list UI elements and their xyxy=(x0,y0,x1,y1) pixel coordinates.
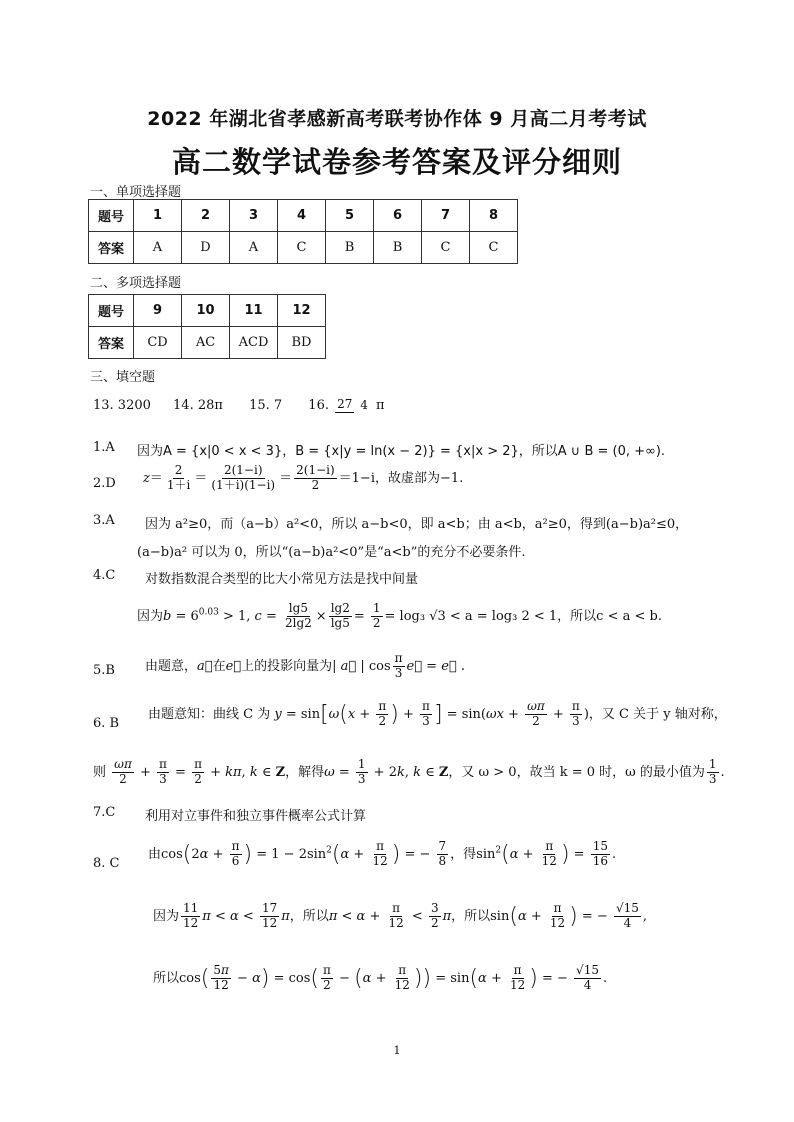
table-row xyxy=(89,327,326,359)
question-number: 4 xyxy=(278,200,326,232)
solution-5-text-c: 上的投影向量为 xyxy=(241,658,333,674)
solution-6-text-a: 由题意知：曲线 C 为 xyxy=(148,706,271,722)
answer-cell: B xyxy=(326,232,374,264)
solution-8-line1-a: 由 xyxy=(148,846,162,862)
solution-6-label: 6. B xyxy=(93,716,120,731)
question-number: 10 xyxy=(182,295,230,327)
answer-15: 15. 7 xyxy=(249,398,283,413)
question-number: 11 xyxy=(230,295,278,327)
section-heading-fill-blank: 三、填空题 xyxy=(90,370,156,385)
fraction-denominator: 4 xyxy=(360,397,368,412)
solution-6-line2-c: ，又 ω > 0，故当 k = 0 时，ω 的最小值为 xyxy=(448,764,705,780)
solution-6-text-b: ，又 C 关于 y 轴对称， xyxy=(588,706,727,722)
answer-16-suffix: π xyxy=(376,398,385,413)
table-row xyxy=(89,295,326,327)
solution-2-tail: ＝1−i，故虚部为−1. xyxy=(338,470,464,486)
answer-cell: BD xyxy=(278,327,326,359)
question-number: 3 xyxy=(230,200,278,232)
solution-4-label: 4.C xyxy=(93,568,116,583)
solution-3-label: 3.A xyxy=(93,513,115,528)
page-number: 1 xyxy=(393,1044,401,1057)
solution-6-line-2: 则 $\frac{\omega\pi}{2}$ + $\frac{\pi}{3}$ = $\frac{\pi}{2}$ + kπ, k ∈ Z，解得ω = $\frac{1}{3}$ + 2k, k ∈ Z，又 ω > 0，故当 k = 0 时，ω 的最小值为 $\frac{1}{3}$ . xyxy=(93,757,725,786)
answer-16-fraction xyxy=(335,398,370,413)
section-heading-single-choice: 一、单项选择题 xyxy=(90,185,182,200)
question-number: 6 xyxy=(374,200,422,232)
multi-choice-answer-table xyxy=(88,294,326,359)
single-choice-answer-table xyxy=(88,199,518,264)
solution-8-line-3: 所以cos( $\frac{5\pi}{12}$ − α) = cos( $\frac{\pi}{2}$ − (α + $\frac{\pi}{12}$ )) = sin(α + $\frac{\pi}{12}$ ) = − $\frac{√15}{4}$ . xyxy=(153,963,608,992)
solution-5-formula: 由题意，a⃗在e⃗上的投影向量为| a⃗ | cos $\frac{\pi}{3}$ e⃗ = e⃗ . xyxy=(145,651,465,680)
solution-3-line-2: (a−b)a² 可以为 0，所以“(a−b)a²<0”是“a<b”的充分不必要条件. xyxy=(137,545,526,560)
question-number: 2 xyxy=(182,200,230,232)
table-row xyxy=(89,232,518,264)
solution-4-formula: 因为$b = 6^{0.03} > 1$, c = $\frac{\lg 5}{2\lg 2}$ × $\frac{\lg 2}{\lg 5}$ = $\frac{1}{2}$ = log₃ √3 < a = log₃ 2 < 1，所以c < a < b. xyxy=(137,601,662,630)
solution-7-text: 利用对立事件和独立事件概率公式计算 xyxy=(145,809,367,824)
solution-3-line-1: 因为 a²≥0，而（a−b）a²<0，所以 a−b<0，即 a<b；由 a<b，a²≥0，得到(a−b)a²≤0， xyxy=(145,517,689,532)
solution-4-tail: = log₃ √3 < a = log₃ 2 < 1，所以c < a < b. xyxy=(384,608,662,624)
answer-14: 14. 28π xyxy=(173,398,223,413)
answer-13: 13. 3200 xyxy=(93,398,151,413)
solution-8-line2-a: 因为 xyxy=(153,908,180,924)
question-number: 12 xyxy=(278,295,326,327)
solution-8-line3-a: 所以 xyxy=(153,970,180,986)
solution-5-label: 5.B xyxy=(93,663,115,678)
answer-cell: CD xyxy=(134,327,182,359)
solution-4-line-1: 对数指数混合类型的比大小常见方法是找中间量 xyxy=(145,572,419,587)
answer-cell: B xyxy=(374,232,422,264)
answer-cell: A xyxy=(230,232,278,264)
table-row xyxy=(89,200,518,232)
question-number: 8 xyxy=(470,200,518,232)
solution-8-line2-c: ，所以 xyxy=(451,908,491,924)
row-label: 题号 xyxy=(89,295,134,327)
answer-cell: A xyxy=(134,232,182,264)
solution-8-label: 8. C xyxy=(93,856,120,871)
solution-8-line1-b: ，得 xyxy=(450,846,477,862)
answer-16-prefix: 16. xyxy=(308,398,329,413)
fill-blank-answers xyxy=(93,398,385,413)
exam-title: 2022 年湖北省孝感新高考联考协作体 9 月高二月考考试 xyxy=(147,108,647,130)
question-number: 5 xyxy=(326,200,374,232)
solution-6-line2-a: 则 xyxy=(93,764,107,780)
question-number: 1 xyxy=(134,200,182,232)
row-label: 答案 xyxy=(89,327,134,359)
solution-5-text-a: 由题意， xyxy=(145,658,198,674)
solution-1-text: 因为A = {x|0 < x < 3}，B = {x|y = ln(x − 2)} = {x|x > 2}，所以A ∪ B = (0, +∞). xyxy=(137,444,666,459)
solution-8-line-1: 由cos(2α + $\frac{\pi}{6}$ ) = $1 - 2\sin^2(\alpha$ + $\frac{\pi}{12}$ ) = − $\frac{7}{8}$ ，得$\sin^2(\alpha$ + $\frac{\pi}{12}$ ) = $\frac{15}{16}$ . xyxy=(148,839,617,868)
answer-cell: AC xyxy=(182,327,230,359)
solution-6-line2-b: ，解得 xyxy=(285,764,325,780)
solution-2-label: 2.D xyxy=(93,476,116,491)
answer-cell: C xyxy=(422,232,470,264)
solution-6-line-1: 由题意知：曲线 C 为 y = sin[ω(x + $\frac{\pi}{2}$ ) + $\frac{\pi}{3}$ ] = sin(ωx + $\frac{\omega\pi}{2}$ + $\frac{\pi}{3}$ )，又 C 关于 y 轴对称， xyxy=(148,699,727,728)
solution-8-line2-b: ，所以 xyxy=(289,908,329,924)
answer-cell: C xyxy=(470,232,518,264)
answer-cell: D xyxy=(182,232,230,264)
solution-8-line-2: 因为 $\frac{11}{12}$ π < α < $\frac{17}{12}$ π，所以π < α + $\frac{\pi}{12}$ < $\frac{3}{2}$ π，所以sin(α + $\frac{\pi}{12}$ ) = − $\frac{√15}{4}$ , xyxy=(153,901,648,930)
answer-key-title: 高二数学试卷参考答案及评分细则 xyxy=(171,145,622,179)
solution-5-text-b: 在 xyxy=(212,658,226,674)
section-heading-multi-choice: 二、多项选择题 xyxy=(90,276,182,291)
row-label: 题号 xyxy=(89,200,134,232)
solution-2-formula: z＝ $\frac{2}{1+i}$ ＝ $\frac{2(1-i)}{(1+i)(1-i)}$ ＝ $\frac{2(1-i)}{2}$ ＝1−i，故虚部为−1. xyxy=(143,463,464,492)
answer-cell: C xyxy=(278,232,326,264)
question-number: 7 xyxy=(422,200,470,232)
row-label: 答案 xyxy=(89,232,134,264)
solution-7-label: 7.C xyxy=(93,805,116,820)
question-number: 9 xyxy=(134,295,182,327)
fraction-numerator: 27 xyxy=(337,397,353,412)
answer-cell: ACD xyxy=(230,327,278,359)
solution-1-label: 1.A xyxy=(93,440,115,455)
